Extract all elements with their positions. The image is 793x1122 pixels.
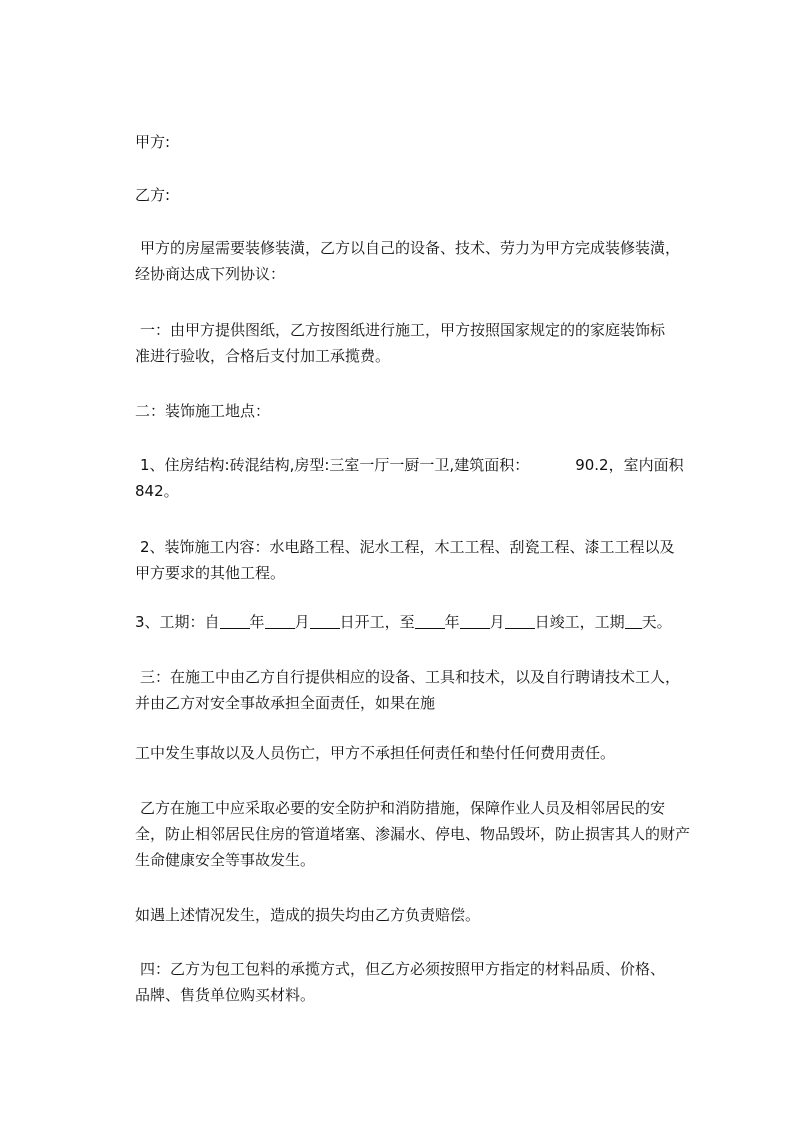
clause-2-heading [135, 398, 715, 424]
intro-paragraph [135, 235, 715, 287]
safety-line-1: 乙方在施工中应采取必要的安全防护和消防措施，保障作业人员及相邻居民的安 [140, 799, 666, 817]
clause-3-line-2: 并由乙方对安全事故承担全面责任，如果在施 [135, 694, 436, 712]
clause-4-line-2: 品牌、售货单位购买材料。 [135, 986, 316, 1004]
item-1-line-1 [135, 452, 715, 478]
clause-1-line-1: 一：由甲方提供图纸，乙方按图纸进行施工，甲方按照国家规定的的家庭装饰标 [140, 321, 666, 339]
blank-end-year [415, 613, 445, 629]
blank-end-day [505, 613, 535, 629]
blank-start-year [220, 613, 250, 629]
party-a-label: 甲方: [135, 133, 171, 151]
item-3-paragraph [135, 609, 715, 635]
accident-text: 工中发生事故以及人员伤亡，甲方不承担任何责任和垫付任何费用责任。 [135, 744, 616, 762]
party-b-label: 乙方: [135, 186, 171, 204]
compensation-paragraph [135, 902, 715, 928]
item-3-day-1: 日开工，至 [339, 613, 415, 631]
clause-3-line-1: 三：在施工中由乙方自行提供相应的设备、工具和技术，以及自行聘请技术工人， [140, 668, 681, 686]
item-3-suffix: 天。 [641, 613, 672, 631]
party-a-line [135, 129, 715, 155]
item-3-schedule-line [135, 609, 715, 635]
item-3-year-2: 年 [444, 613, 460, 631]
safety-line-3: 生命健康安全等事故发生。 [135, 851, 316, 869]
blank-start-day [310, 613, 340, 629]
item-3-day-2: 日竣工，工期 [534, 613, 625, 631]
item-3-prefix: 3、工期：自 [135, 613, 220, 631]
clause-4-paragraph [135, 956, 715, 1008]
item-2-paragraph [135, 534, 715, 586]
intro-line-2: 经协商达成下列协议： [135, 265, 286, 283]
item-1-line-2: 842。 [135, 482, 179, 500]
blank-start-month [265, 613, 295, 629]
item-1-text: 1、住房结构:砖混结构,房型:三室一厅一厨一卫,建筑面积： [140, 456, 530, 474]
safety-line-2: 全，防止相邻居民住房的管道堵塞、渗漏水、停电、物品毁坏，防止损害其人的财产 [135, 825, 691, 843]
clause-1-line-2: 准进行验收，合格后支付加工承揽费。 [135, 347, 391, 365]
clause-1-paragraph [135, 317, 715, 369]
intro-line-1: 甲方的房屋需要装修装潢，乙方以自己的设备、技术、劳力为甲方完成装修装潢， [140, 239, 681, 257]
item-3-year-1: 年 [249, 613, 265, 631]
blank-end-month [460, 613, 490, 629]
clause-2-heading-text: 二：装饰施工地点： [135, 402, 271, 420]
clause-3-paragraph [135, 664, 715, 716]
compensation-text: 如遇上述情况发生，造成的损失均由乙方负责赔偿。 [135, 906, 481, 924]
accident-paragraph [135, 740, 715, 766]
item-3-month-2: 月 [489, 613, 505, 631]
safety-paragraph [135, 795, 715, 873]
party-b-line [135, 182, 715, 208]
item-2-line-2: 甲方要求的其他工程。 [135, 564, 286, 582]
item-1-paragraph [135, 452, 715, 504]
item-2-line-1: 2、装饰施工内容：水电路工程、泥水工程，木工工程、刮瓷工程、漆工工程以及 [140, 538, 675, 556]
blank-duration [625, 613, 642, 629]
item-1-area: 90.2，室内面积 [575, 456, 684, 474]
item-3-month-1: 月 [294, 613, 310, 631]
clause-4-line-1: 四：乙方为包工包料的承揽方式，但乙方必须按照甲方指定的材料品质、价格、 [140, 960, 666, 978]
